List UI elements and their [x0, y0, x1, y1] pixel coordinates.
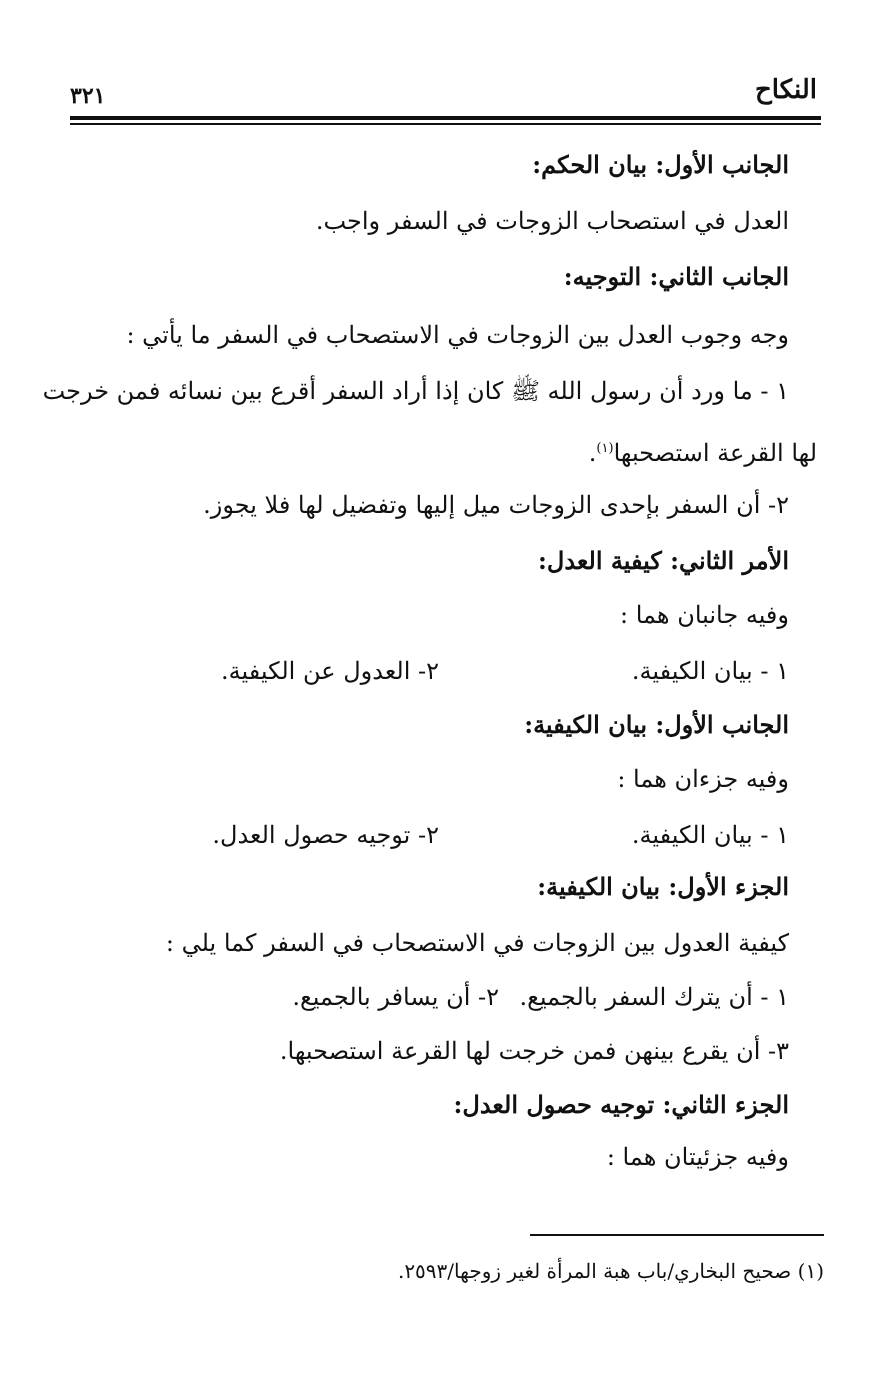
paragraph: كيفية العدول بين الزوجات في الاستصحاب في السفر كما يلي : — [165, 929, 789, 957]
list-row — [180, 980, 789, 1014]
paragraph-end: . — [588, 439, 597, 467]
page-header — [70, 70, 817, 114]
section-heading: الجزء الثاني: توجيه حصول العدل: — [453, 1090, 789, 1119]
footnote: (١) صحيح البخاري/باب هبة المرأة لغير زوجها/٢٥٩٣. — [397, 1259, 824, 1283]
paragraph-continuation — [589, 432, 817, 470]
paragraph: وفيه جانبان هما : — [620, 601, 789, 629]
list-item: ٢- توجيه حصول العدل. — [212, 821, 439, 849]
page-number: ٣٢١ — [70, 83, 106, 109]
paragraph: وفيه جزءان هما : — [617, 765, 789, 793]
paragraph-text: لها القرعة استصحبها — [613, 439, 817, 467]
paragraph: وجه وجوب العدل بين الزوجات في الاستصحاب في السفر ما يأتي : — [126, 321, 789, 349]
section-heading: الجانب الأول: بيان الحكم: — [532, 150, 789, 179]
paragraph: ٢- أن السفر بإحدى الزوجات ميل إليها وتفضيل لها فلا يجوز. — [203, 491, 789, 519]
paragraph: العدل في استصحاب الزوجات في السفر واجب. — [315, 207, 789, 235]
section-heading: الجانب الثاني: التوجيه: — [563, 262, 789, 291]
footnote-separator — [530, 1234, 824, 1236]
header-rule-thin — [70, 123, 821, 125]
section-heading: الجانب الأول: بيان الكيفية: — [524, 710, 789, 739]
list-row — [180, 654, 789, 688]
section-heading: الأمر الثاني: كيفية العدل: — [538, 546, 789, 575]
list-item: ١ - بيان الكيفية. — [631, 821, 789, 849]
list-item: ١ - أن يترك السفر بالجميع. — [519, 983, 789, 1011]
section-heading: الجزء الأول: بيان الكيفية: — [537, 872, 789, 901]
list-item: ٢- العدول عن الكيفية. — [220, 657, 439, 685]
chapter-title: النكاح — [754, 75, 817, 105]
paragraph: وفيه جزئيتان هما : — [606, 1143, 789, 1171]
list-item: ٣- أن يقرع بينهن فمن خرجت لها القرعة استصحبها. — [279, 1037, 789, 1065]
list-item: ١ - بيان الكيفية. — [631, 657, 789, 685]
list-item: ٢- أن يسافر بالجميع. — [292, 983, 499, 1011]
list-row — [180, 818, 789, 852]
footnote-reference[interactable]: (١) — [596, 441, 614, 456]
header-rule-thick — [70, 116, 821, 120]
paragraph: ١ - ما ورد أن رسول الله ﷺ كان إذا أراد السفر أقرع بين نسائه فمن خرجت — [42, 377, 789, 405]
